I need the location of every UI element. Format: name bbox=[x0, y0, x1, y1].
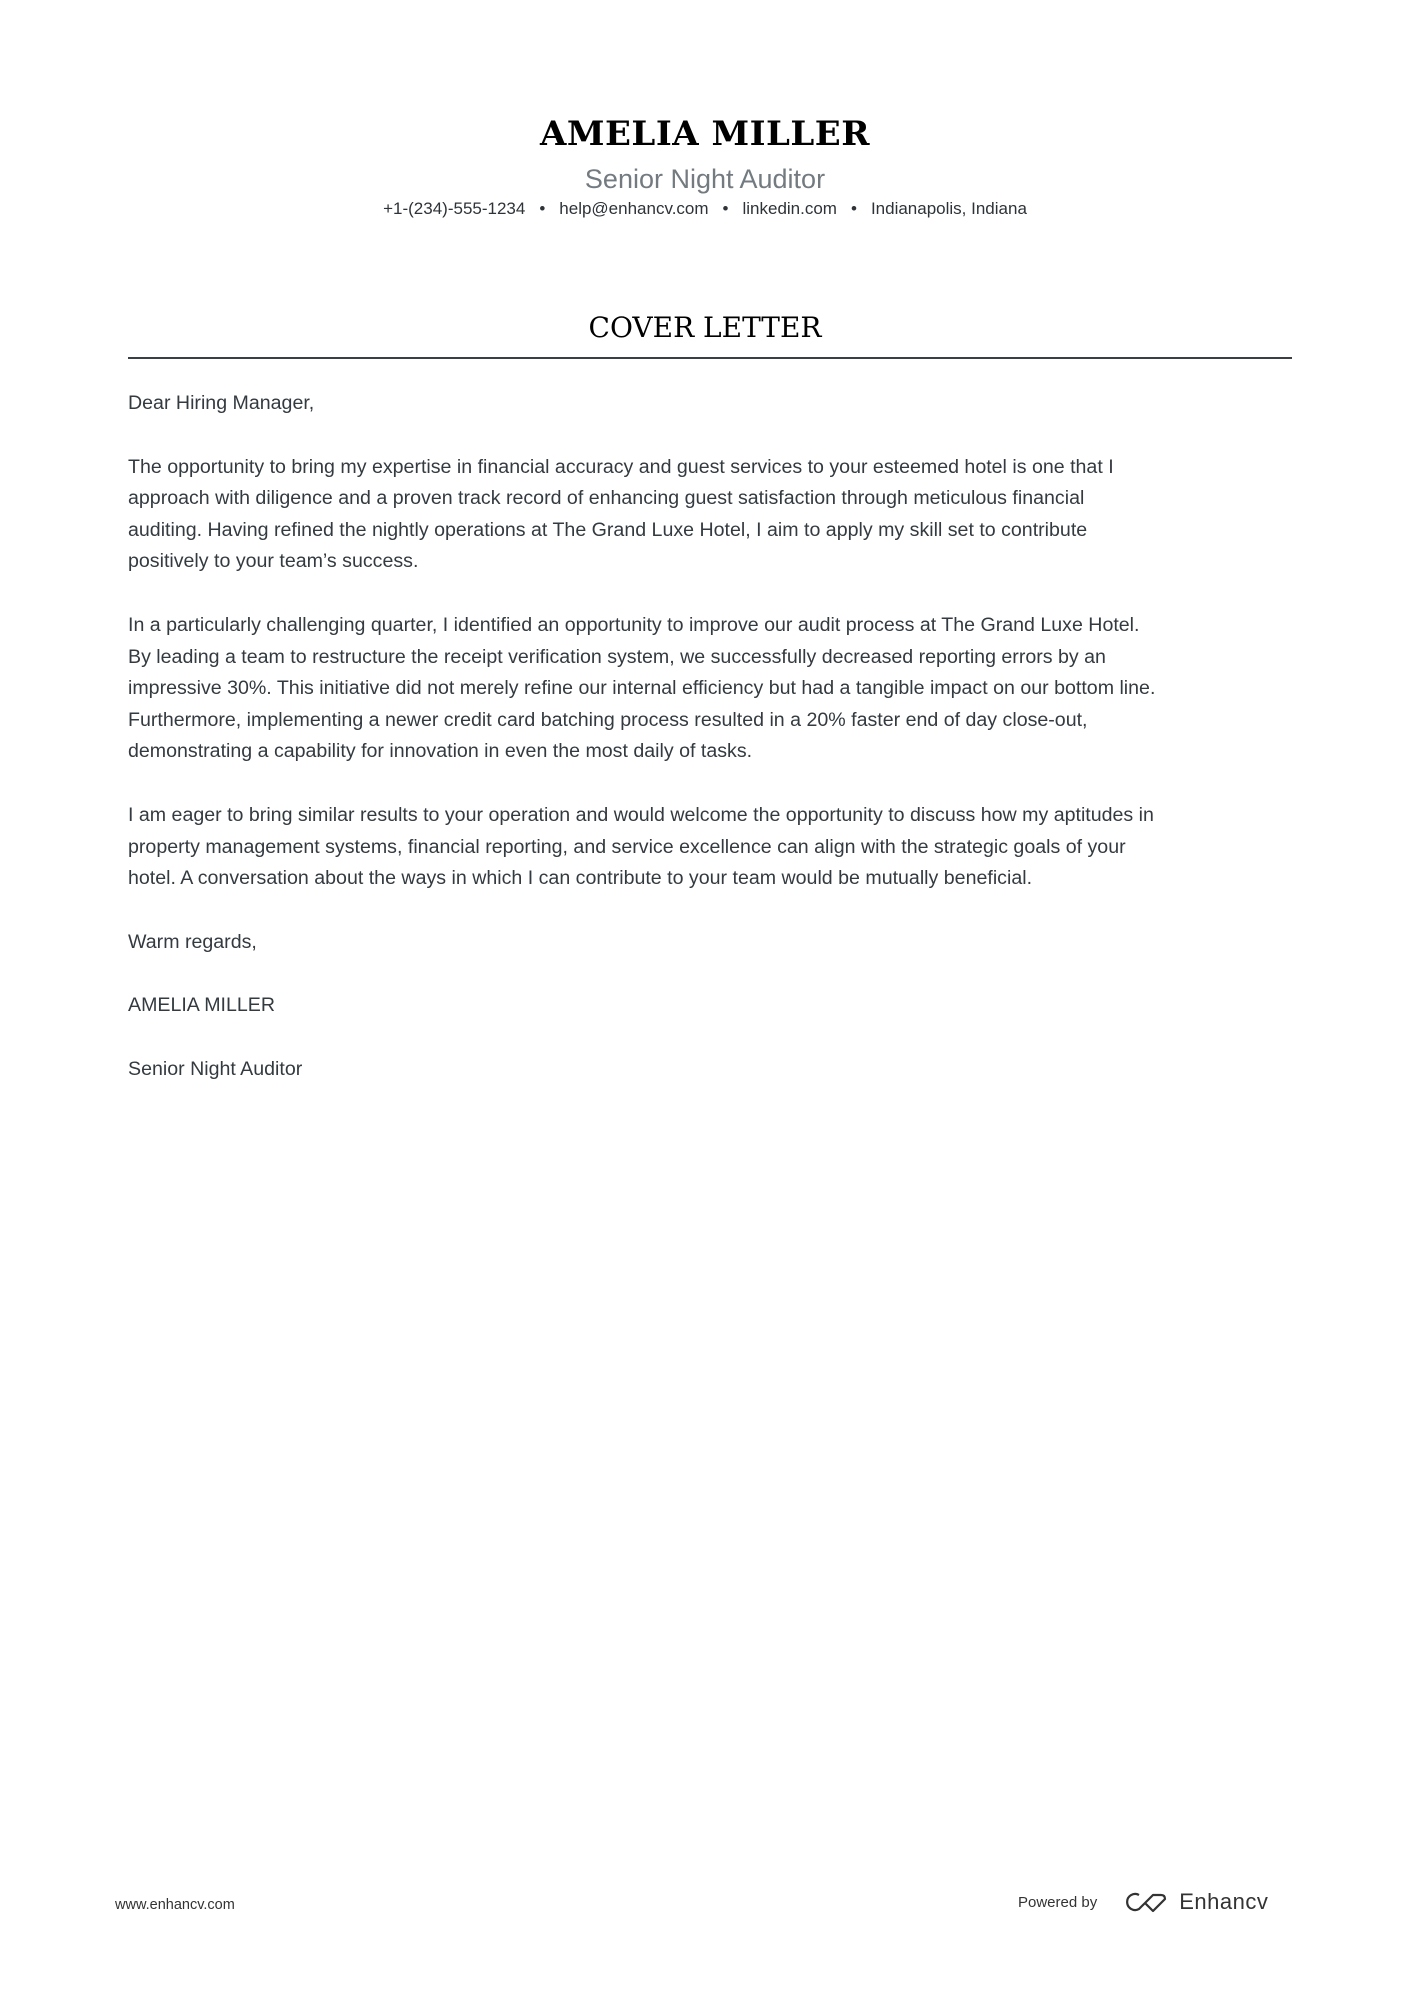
applicant-name: AMELIA MILLER bbox=[540, 114, 870, 154]
brand-name: Enhancv bbox=[1179, 1889, 1269, 1914]
line: demonstrating a capability for innovation in even the most daily of tasks. bbox=[128, 740, 753, 763]
contact-info bbox=[0, 199, 1410, 219]
footer-branding bbox=[1018, 1889, 1268, 1915]
line: impressive 30%. This initiative did not merely refine our internal efficiency but had a tangible impact on our bottom line. bbox=[128, 677, 1156, 700]
footer-website[interactable]: www.enhancv.com bbox=[115, 1897, 235, 1913]
line: approach with diligence and a proven track record of enhancing guest satisfaction through meticulous financial bbox=[128, 487, 1085, 510]
applicant-title: Senior Night Auditor bbox=[584, 164, 826, 194]
line: hotel. A conversation about the ways in which I can contribute to your team would be mutually beneficial. bbox=[128, 867, 1033, 890]
separator: • bbox=[850, 199, 857, 218]
section-title: COVER LETTER bbox=[588, 311, 822, 344]
powered-by-label: Powered by bbox=[1018, 1893, 1098, 1911]
paragraph-3 bbox=[128, 800, 1298, 895]
line: property management systems, financial reporting, and service excellence can align with the strategic goals of your bbox=[128, 835, 1126, 858]
signature-title: Senior Night Auditor bbox=[128, 1057, 303, 1080]
greeting: Dear Hiring Manager, bbox=[128, 392, 315, 414]
email[interactable]: help@enhancv.com bbox=[559, 199, 709, 218]
line: I am eager to bring similar results to your operation and would welcome the opportunity to discuss how my aptitudes in bbox=[128, 803, 1154, 826]
line: positively to your team’s success. bbox=[128, 550, 419, 573]
line: In a particularly challenging quarter, I identified an opportunity to improve our audit process at The Grand Luxe Hotel. bbox=[128, 613, 1140, 636]
enhancv-logo[interactable] bbox=[1123, 1889, 1268, 1915]
line: By leading a team to restructure the receipt verification system, we successfully decreased reporting errors by an bbox=[128, 645, 1106, 668]
paragraph-2 bbox=[128, 610, 1298, 768]
line: Furthermore, implementing a newer credit card batching process resulted in a 20% faster end of day close-out, bbox=[128, 708, 1088, 731]
linkedin[interactable]: linkedin.com bbox=[742, 199, 837, 218]
phone: +1-(234)-555-1234 bbox=[383, 199, 526, 218]
separator: • bbox=[539, 199, 546, 218]
paragraph-1 bbox=[128, 452, 1298, 578]
letter-body bbox=[128, 388, 1298, 1118]
signature-name: AMELIA MILLER bbox=[128, 994, 276, 1017]
location: Indianapolis, Indiana bbox=[870, 199, 1027, 218]
closing: Warm regards, bbox=[128, 930, 257, 953]
divider bbox=[128, 357, 1292, 359]
line: The opportunity to bring my expertise in financial accuracy and guest services to your esteemed hotel is one that I bbox=[128, 455, 1114, 478]
line: auditing. Having refined the nightly operations at The Grand Luxe Hotel, I aim to apply my skill set to contribute bbox=[128, 518, 1088, 541]
separator: • bbox=[722, 199, 729, 218]
enhancv-logo-icon bbox=[1123, 1890, 1169, 1914]
